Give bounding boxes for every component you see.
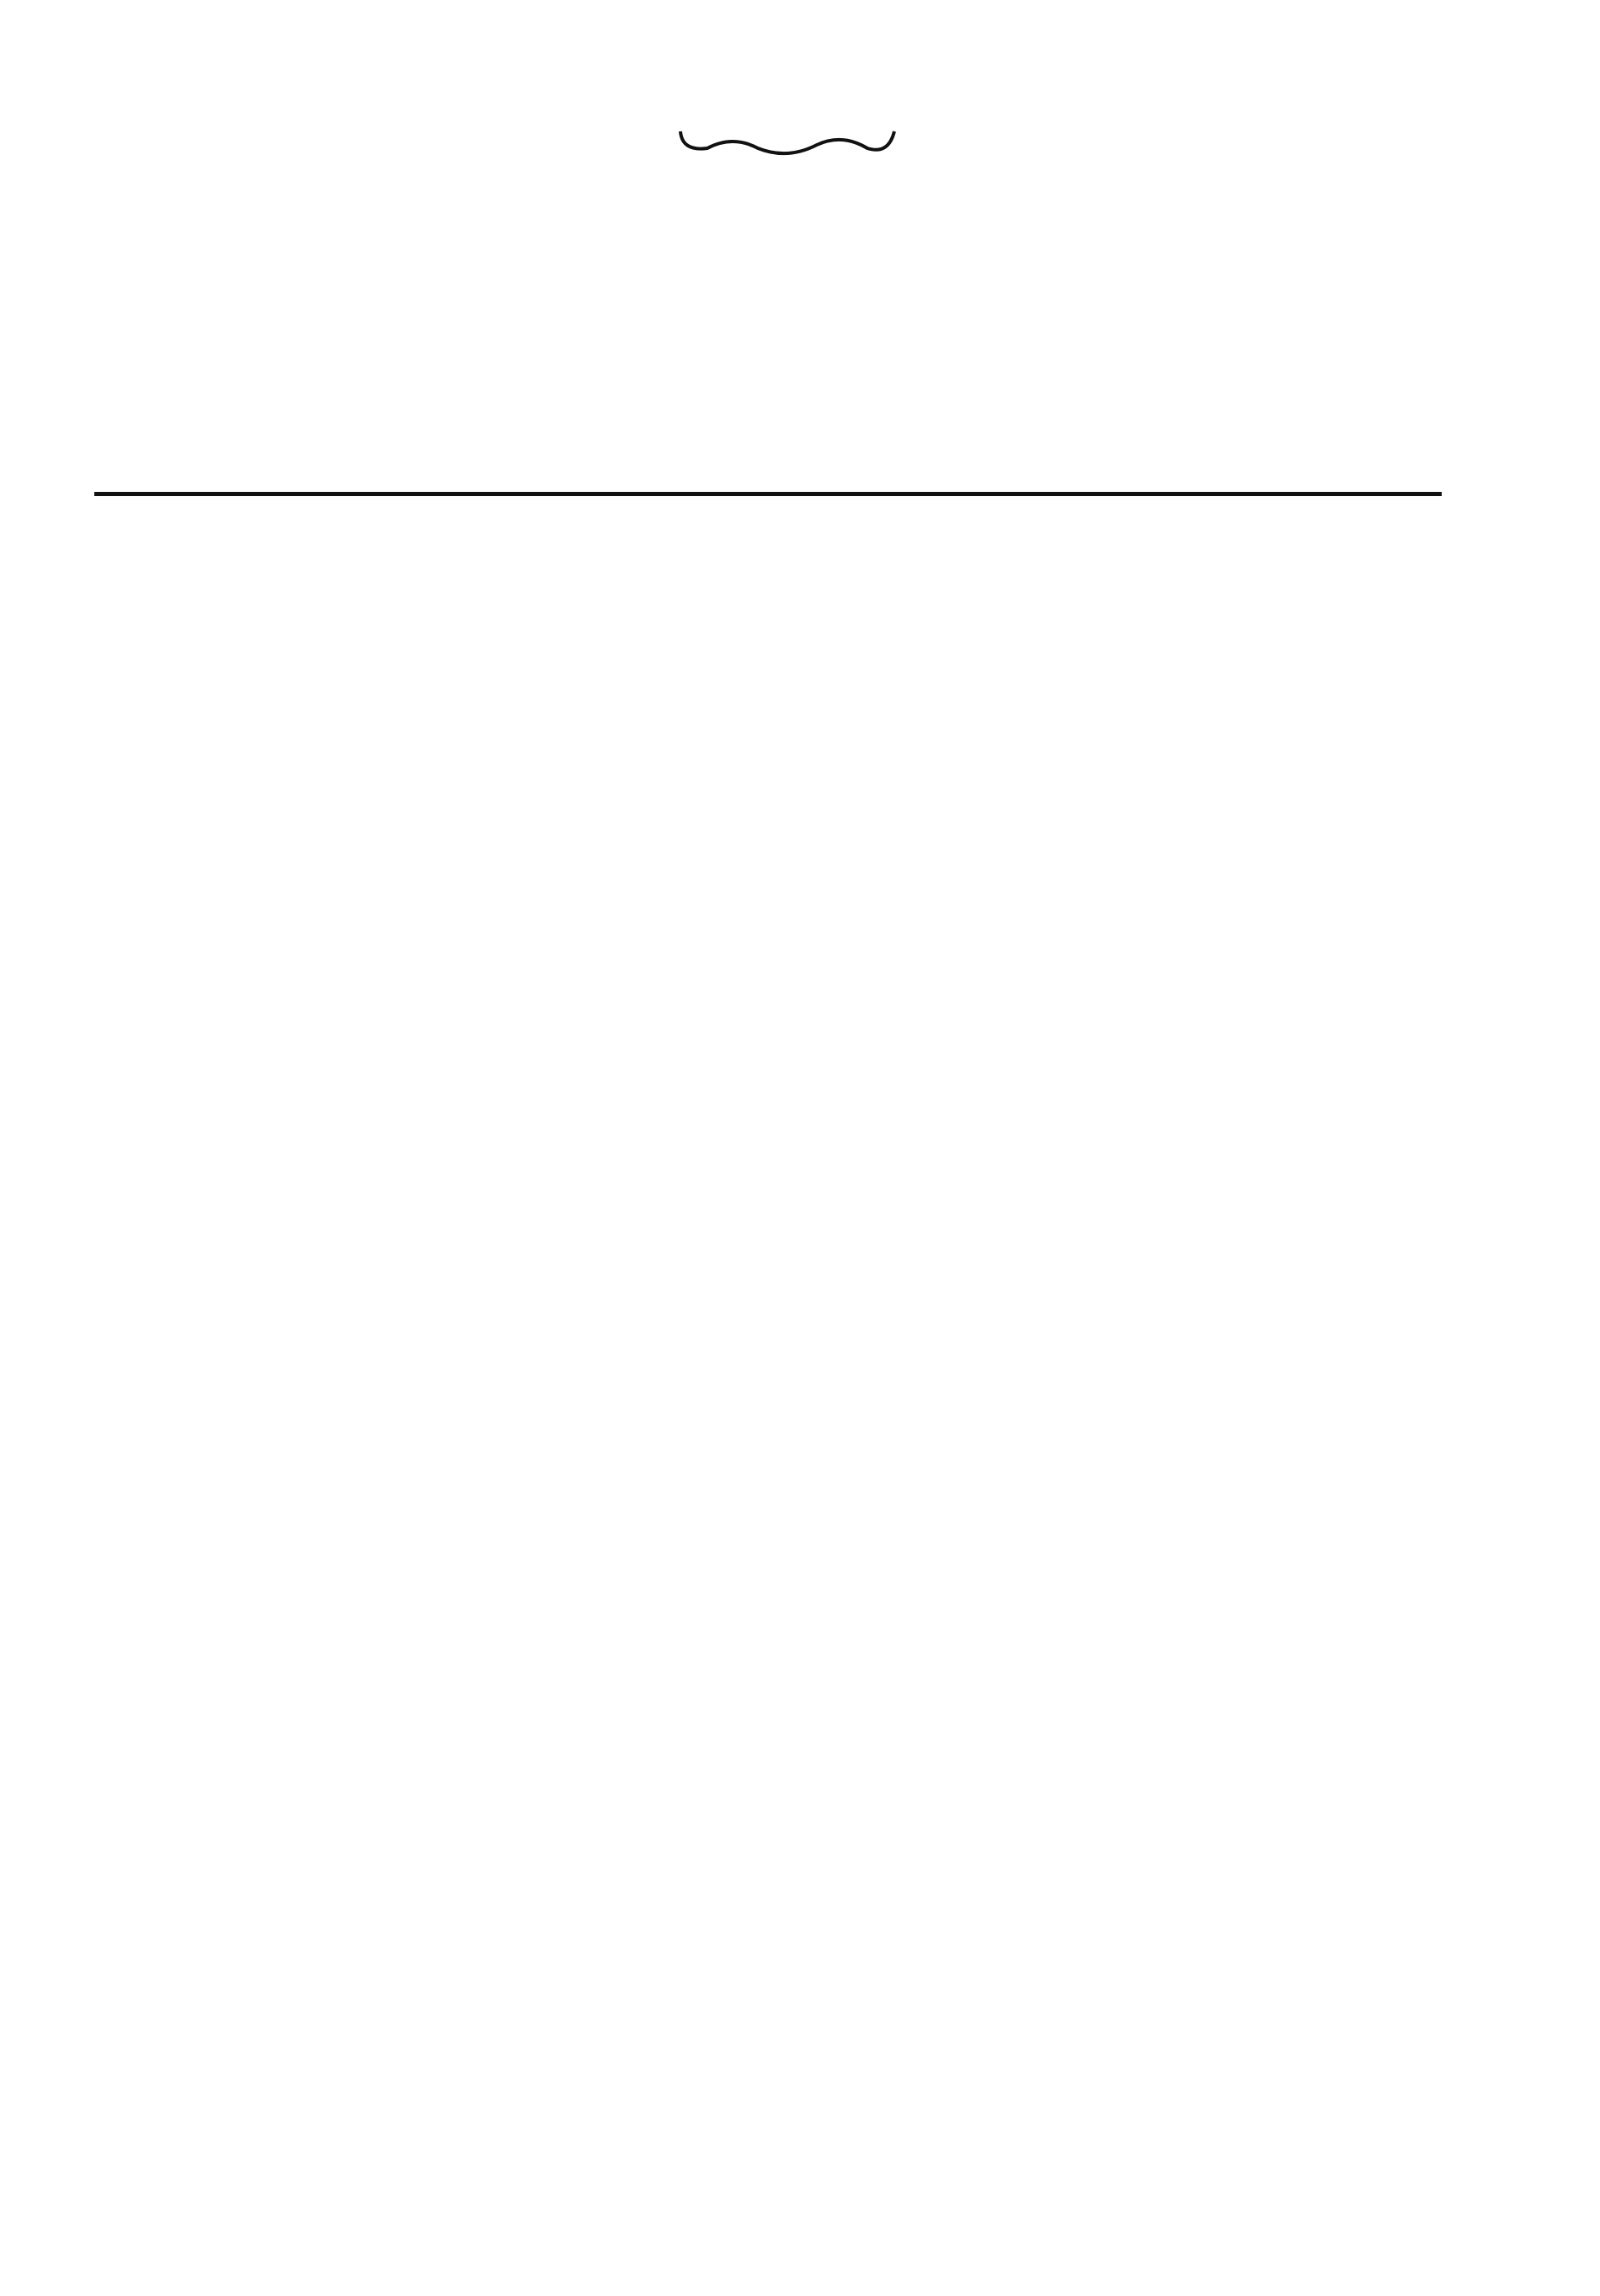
border-top — [52, 32, 1501, 69]
epigraph-latin-line — [160, 768, 173, 818]
border-left — [52, 69, 89, 687]
border-right — [1464, 69, 1501, 687]
flourish-ornament — [674, 126, 901, 160]
border-bottom — [52, 687, 1501, 724]
epigraph-latin-line — [160, 825, 177, 875]
horizontal-rule — [94, 492, 1442, 496]
